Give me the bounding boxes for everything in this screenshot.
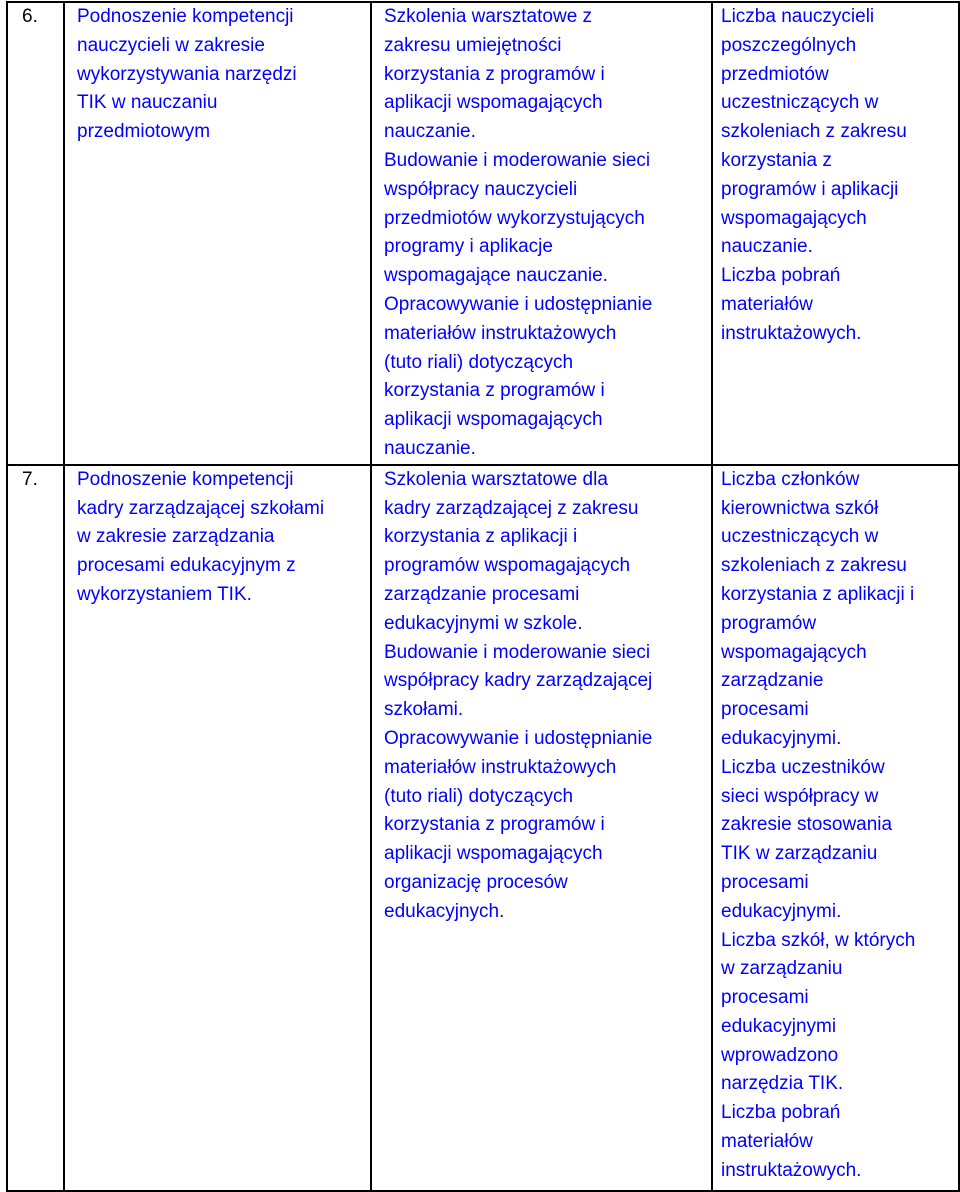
cell-text-line: nauczanie. bbox=[721, 236, 813, 258]
cell-text-line: wykorzystywania narzędzi bbox=[77, 63, 297, 85]
indicators-cell bbox=[712, 465, 959, 1191]
cell-text-line: Liczba członków bbox=[721, 468, 860, 490]
cell-text-line: Liczba pobrań bbox=[721, 1102, 841, 1124]
cell-text-line: Szkolenia warsztatowe z bbox=[384, 6, 593, 27]
cell-text-line: zarządzanie procesami bbox=[384, 583, 580, 605]
cell-text-line: aplikacji wspomagających bbox=[384, 843, 603, 865]
cell-text-line: zarządzanie bbox=[721, 670, 824, 692]
tasks-cell bbox=[371, 2, 712, 465]
table-row bbox=[7, 465, 959, 1191]
cell-text-line: programów wspomagających bbox=[384, 555, 631, 577]
cell-text-line: Liczba szkół, w których bbox=[721, 929, 916, 951]
cell-text-line: edukacyjnymi. bbox=[721, 900, 842, 922]
cell-text-line: (tuto riali) dotyczących bbox=[384, 785, 574, 807]
cell-text-line: przedmiotów bbox=[721, 63, 829, 85]
cell-text-line: przedmiotów wykorzystujących bbox=[384, 207, 645, 229]
cell-text-line: wspomagających bbox=[721, 641, 867, 663]
cell-text-line: narzędzia TIK. bbox=[721, 1073, 844, 1095]
cell-text-line: aplikacji wspomagających bbox=[384, 92, 603, 114]
cell-text-line: nauczanie. bbox=[384, 437, 476, 459]
cell-text-line: instruktażowych. bbox=[721, 322, 862, 344]
cell-text-line: uczestniczących w bbox=[721, 526, 879, 548]
cell-text-line: instruktażowych. bbox=[721, 1159, 862, 1181]
cell-text-line: korzystania z programów i bbox=[384, 63, 605, 85]
cell-text-line: kadry zarządzającej szkołami bbox=[77, 497, 325, 519]
cell-text-line: Liczba nauczycieli bbox=[721, 6, 875, 27]
competence-table bbox=[6, 1, 960, 1192]
cell-text-line: nauczanie. bbox=[384, 121, 476, 143]
cell-text-line: procesami bbox=[721, 871, 809, 893]
cell-text-line: korzystania z bbox=[721, 149, 832, 171]
cell-text-line: aplikacji wspomagających bbox=[384, 409, 603, 431]
cell-text-line: procesami edukacyjnym z bbox=[77, 555, 296, 577]
cell-text-line: TIK w zarządzaniu bbox=[721, 843, 878, 865]
cell-text-line: korzystania z aplikacji i bbox=[721, 583, 915, 605]
cell-text-line: edukacyjnymi. bbox=[721, 727, 842, 749]
cell-text-line: materiałów bbox=[721, 293, 813, 315]
cell-text-line: wspomagających bbox=[721, 207, 867, 229]
goal-cell bbox=[64, 2, 371, 465]
cell-text-line: Szkolenia warsztatowe dla bbox=[384, 468, 608, 490]
cell-text-line: szkoleniach z zakresu bbox=[721, 121, 907, 143]
cell-text-line: procesami bbox=[721, 987, 809, 1009]
cell-text-line: materiałów bbox=[721, 1131, 813, 1153]
cell-text-line: organizację procesów bbox=[384, 871, 568, 893]
cell-text-line: wykorzystaniem TIK. bbox=[77, 583, 252, 605]
cell-text-line: zakresie stosowania bbox=[721, 814, 893, 836]
cell-text-line: wprowadzono bbox=[721, 1044, 839, 1066]
row-number: 7. bbox=[7, 465, 64, 1191]
table-row bbox=[7, 2, 959, 465]
indicators-cell bbox=[712, 2, 959, 465]
row-number: 6. bbox=[7, 2, 64, 465]
cell-text-line: w zarządzaniu bbox=[721, 958, 843, 980]
cell-text-line: korzystania z aplikacji i bbox=[384, 526, 578, 548]
cell-text-line: programów i aplikacji bbox=[721, 178, 899, 200]
cell-text-line: korzystania z programów i bbox=[384, 814, 605, 836]
cell-text-line: edukacyjnymi w szkole. bbox=[384, 612, 583, 634]
cell-text-line: materiałów instruktażowych bbox=[384, 756, 617, 778]
cell-text-line: Opracowywanie i udostępnianie bbox=[384, 727, 653, 749]
cell-text-line: szkołami. bbox=[384, 699, 464, 721]
cell-text-line: współpracy nauczycieli bbox=[384, 178, 578, 200]
tasks-cell bbox=[371, 465, 712, 1191]
cell-text-line: nauczycieli w zakresie bbox=[77, 34, 265, 56]
cell-text-line: programów bbox=[721, 612, 817, 634]
cell-text-line: poszczególnych bbox=[721, 34, 857, 56]
cell-text-line: Liczba uczestników bbox=[721, 756, 885, 778]
cell-text-line: korzystania z programów i bbox=[384, 380, 605, 402]
cell-text-line: edukacyjnych. bbox=[384, 900, 505, 922]
cell-text-line: przedmiotowym bbox=[77, 121, 211, 143]
cell-text-line: TIK w nauczaniu bbox=[77, 92, 218, 114]
cell-text-line: edukacyjnymi bbox=[721, 1015, 837, 1037]
cell-text-line: (tuto riali) dotyczących bbox=[384, 351, 574, 373]
cell-text-line: Opracowywanie i udostępnianie bbox=[384, 293, 653, 315]
cell-text-line: współpracy kadry zarządzającej bbox=[384, 670, 653, 692]
cell-text-line: procesami bbox=[721, 699, 809, 721]
cell-text-line: materiałów instruktażowych bbox=[384, 322, 617, 344]
cell-text-line: Liczba pobrań bbox=[721, 265, 841, 287]
cell-text-line: kadry zarządzającej z zakresu bbox=[384, 497, 639, 519]
cell-text-line: w zakresie zarządzania bbox=[77, 526, 275, 548]
cell-text-line: Podnoszenie kompetencji bbox=[77, 468, 294, 490]
cell-text-line: Budowanie i moderowanie sieci bbox=[384, 149, 651, 171]
cell-text-line: uczestniczących w bbox=[721, 92, 879, 114]
cell-text-line: Budowanie i moderowanie sieci bbox=[384, 641, 651, 663]
cell-text-line: zakresu umiejętności bbox=[384, 34, 562, 56]
cell-text-line: Podnoszenie kompetencji bbox=[77, 6, 294, 27]
cell-text-line: programy i aplikacje bbox=[384, 236, 553, 258]
cell-text-line: szkoleniach z zakresu bbox=[721, 555, 907, 577]
cell-text-line: kierownictwa szkół bbox=[721, 497, 879, 519]
cell-text-line: wspomagające nauczanie. bbox=[384, 265, 608, 287]
goal-cell bbox=[64, 465, 371, 1191]
cell-text-line: sieci współpracy w bbox=[721, 785, 879, 807]
